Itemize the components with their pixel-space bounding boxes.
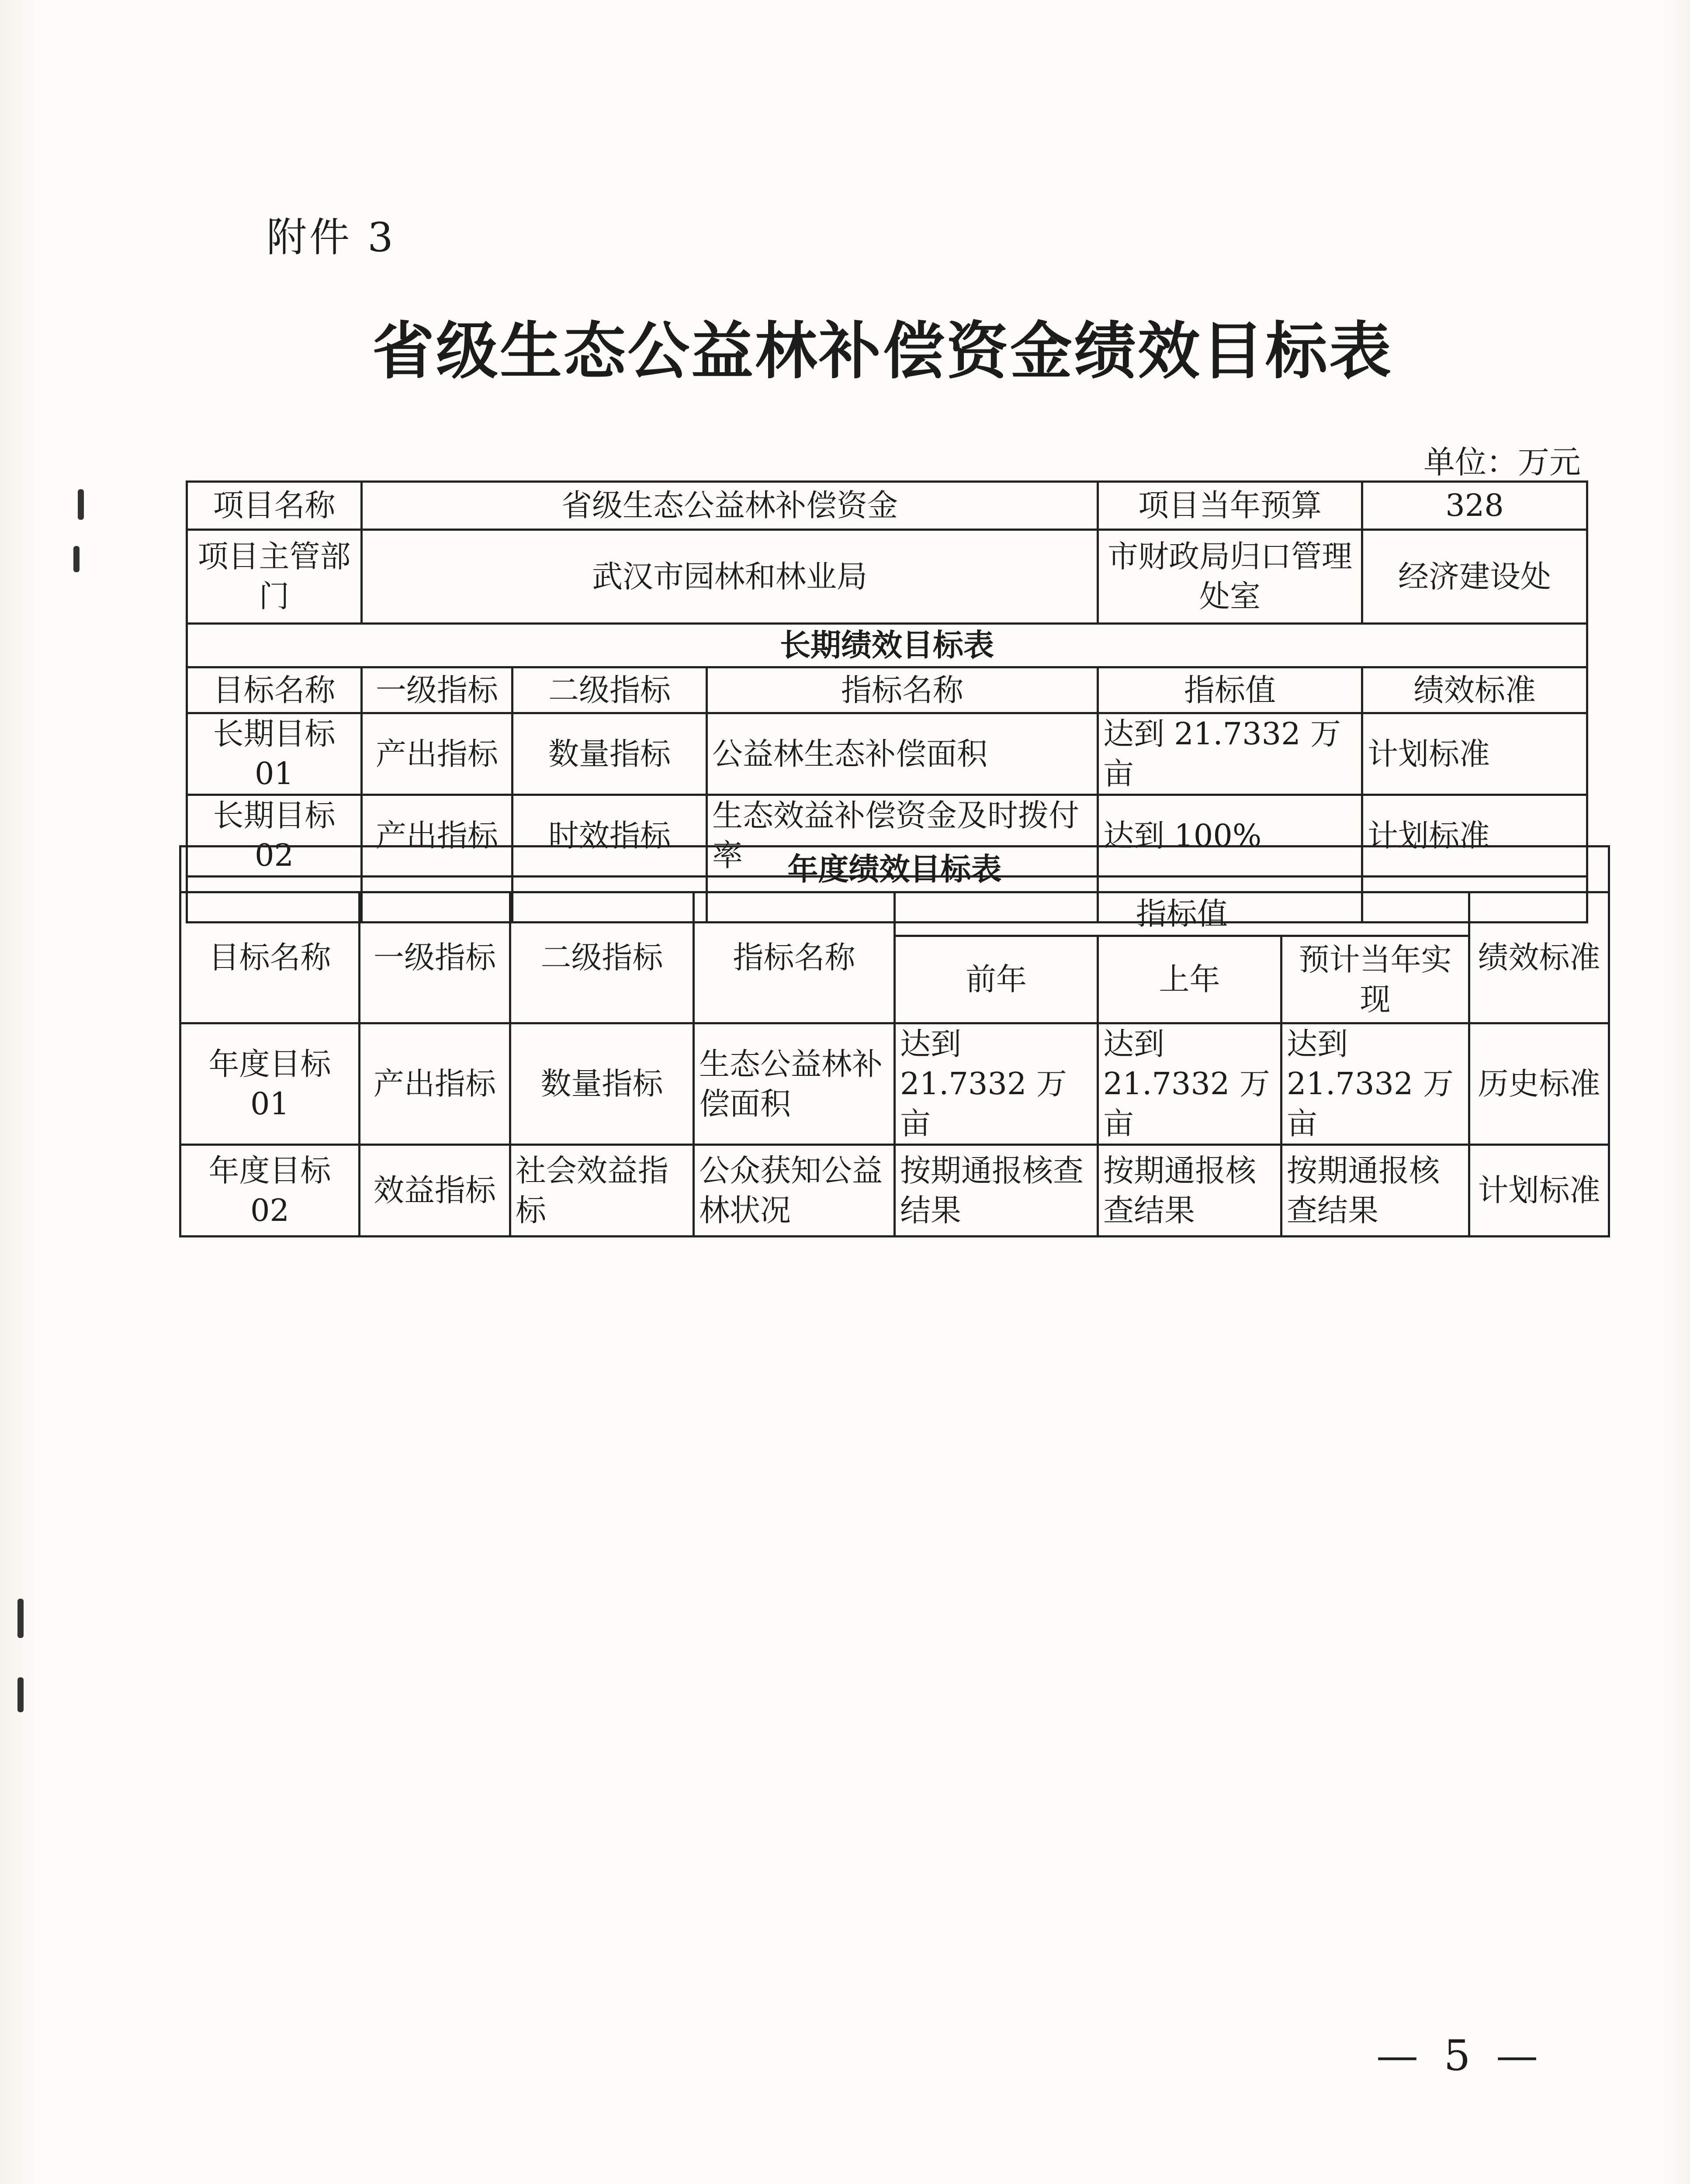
column-header: 绩效标准 (1469, 892, 1609, 1023)
cell: 数量指标 (513, 713, 707, 795)
column-header: 指标值 (895, 892, 1469, 936)
value-cell: 武汉市园林和林业局 (362, 530, 1098, 624)
column-header: 目标名称 (180, 892, 360, 1023)
header-cell: 市财政局归口管理处室 (1098, 530, 1362, 624)
page-title: 省级生态公益林补偿资金绩效目标表 (372, 315, 1393, 387)
header-cell: 项目当年预算 (1098, 482, 1362, 530)
binding-mark (73, 546, 80, 572)
binding-mark (17, 1599, 24, 1638)
column-header: 指标值 (1098, 667, 1362, 713)
cell: 达到 21.7332 万亩 (895, 1023, 1098, 1145)
cell: 按期通报核查结果 (895, 1145, 1098, 1237)
unit-label: 单位：万元 (1423, 444, 1581, 480)
cell: 计划标准 (1469, 1145, 1609, 1237)
cell: 达到 21.7332 万亩 (1281, 1023, 1469, 1145)
header-cell: 项目主管部门 (187, 530, 362, 624)
cell: 历史标准 (1469, 1023, 1609, 1145)
cell: 计划标准 (1362, 795, 1587, 877)
header-cell: 项目名称 (187, 482, 362, 530)
column-header: 指标名称 (694, 892, 895, 1023)
column-header: 目标名称 (187, 667, 362, 713)
annual-table (179, 845, 1610, 1237)
value-cell: 省级生态公益林补偿资金 (362, 482, 1098, 530)
column-header: 一级指标 (360, 892, 510, 1023)
table-row (180, 1023, 1609, 1145)
cell: 产出指标 (362, 795, 513, 877)
attachment-label: 附件 3 (267, 214, 396, 261)
cell: 效益指标 (360, 1145, 510, 1237)
section-title: 年度绩效目标表 (180, 847, 1609, 892)
column-header: 二级指标 (510, 892, 694, 1023)
cell: 长期目标 01 (187, 713, 362, 795)
binding-mark (78, 489, 84, 520)
column-header: 上年 (1098, 936, 1281, 1023)
cell: 生态效益补偿资金及时拨付率 (707, 795, 1098, 877)
column-header: 预计当年实现 (1281, 936, 1469, 1023)
cell: 产出指标 (362, 713, 513, 795)
cell: 长期目标 02 (187, 795, 362, 877)
cell: 按期通报核查结果 (1281, 1145, 1469, 1237)
cell: 年度目标 01 (180, 1023, 360, 1145)
column-header: 指标名称 (707, 667, 1098, 713)
cell: 计划标准 (1362, 713, 1587, 795)
cell: 产出指标 (360, 1023, 510, 1145)
column-header: 绩效标准 (1362, 667, 1587, 713)
cell: 年度目标 02 (180, 1145, 360, 1237)
cell: 达到 21.7332 万亩 (1098, 1023, 1281, 1145)
table-row (180, 1145, 1609, 1237)
column-header: 前年 (895, 936, 1098, 1023)
cell: 时效指标 (513, 795, 707, 877)
cell: 生态公益林补偿面积 (694, 1023, 895, 1145)
page-number: — 5 — (1376, 2031, 1545, 2080)
cell: 达到 100% (1098, 795, 1362, 877)
cell: 按期通报核查结果 (1098, 1145, 1281, 1237)
cell: 公众获知公益林状况 (694, 1145, 895, 1237)
column-header: 二级指标 (513, 667, 707, 713)
cell: 社会效益指标 (510, 1145, 694, 1237)
table-row (187, 713, 1587, 795)
cell: 达到 21.7332 万亩 (1098, 713, 1362, 795)
cell: 公益林生态补偿面积 (707, 713, 1098, 795)
binding-mark (17, 1677, 24, 1712)
section-title: 长期绩效目标表 (187, 624, 1587, 667)
column-header: 一级指标 (362, 667, 513, 713)
value-cell: 328 (1362, 482, 1587, 530)
value-cell: 经济建设处 (1362, 530, 1587, 624)
cell: 数量指标 (510, 1023, 694, 1145)
